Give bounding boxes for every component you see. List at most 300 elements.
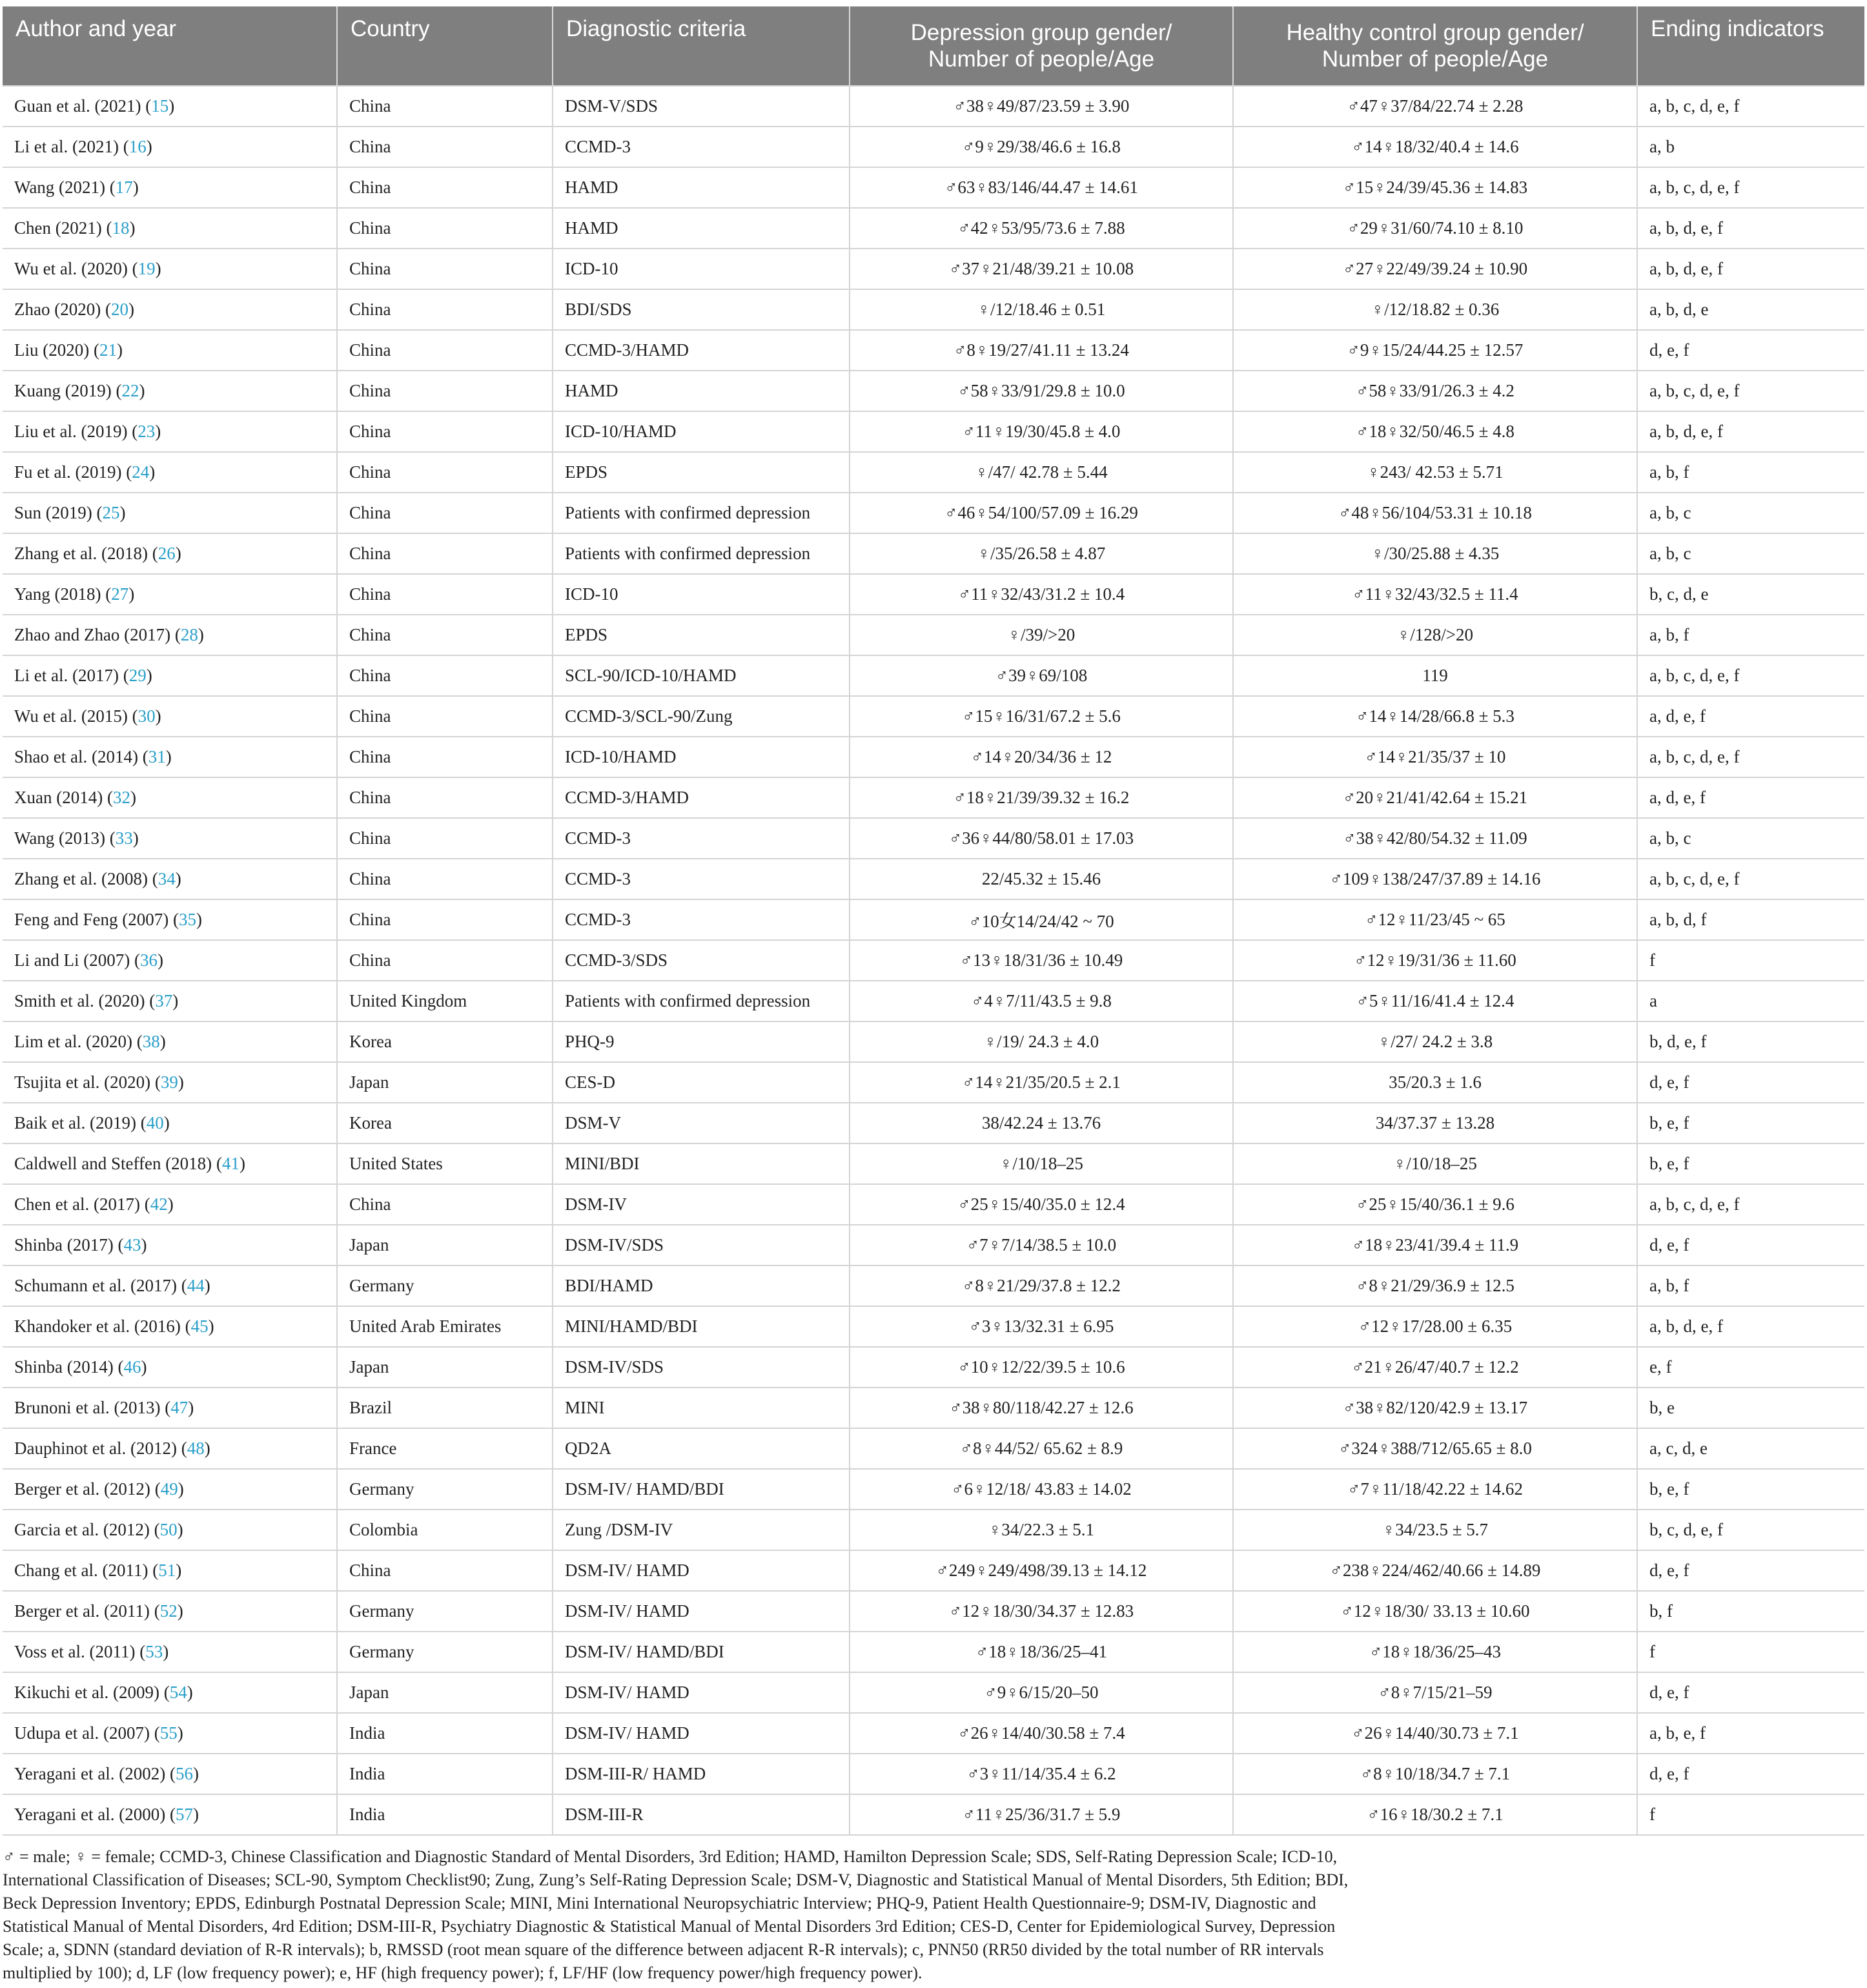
cell-control-group: ♂18♀32/50/46.5 ± 4.8 [1233, 411, 1637, 452]
cell-criteria: EPDS [553, 452, 850, 493]
reference-link[interactable]: 53 [145, 1642, 163, 1661]
cell-criteria: CCMD-3 [553, 859, 850, 899]
cell-depression-group: ♂58♀33/91/29.8 ± 10.0 [850, 371, 1233, 411]
table-row [3, 1062, 1864, 1103]
study-characteristics-table [3, 6, 1864, 1836]
reference-link[interactable]: 19 [138, 259, 156, 278]
reference-link[interactable]: 26 [158, 544, 176, 563]
cell-country: China [337, 696, 553, 737]
cell-country: Japan [337, 1225, 553, 1266]
cell-indicators: b, c, d, e [1637, 574, 1864, 615]
cell-control-group: ♀/27/ 24.2 ± 3.8 [1233, 1021, 1637, 1062]
reference-link[interactable]: 21 [99, 340, 117, 360]
cell-indicators: b, e, f [1637, 1103, 1864, 1143]
reference-link[interactable]: 31 [148, 747, 166, 766]
table-row [3, 493, 1864, 533]
cell-control-group: ♂58♀33/91/26.3 ± 4.2 [1233, 371, 1637, 411]
cell-depression-group: ♂7♀7/14/38.5 ± 10.0 [850, 1225, 1233, 1266]
reference-link[interactable]: 24 [132, 462, 150, 482]
cell-depression-group: ♀/47/ 42.78 ± 5.44 [850, 452, 1233, 493]
cell-country: China [337, 777, 553, 818]
cell-country: China [337, 208, 553, 249]
header-indicators: Ending indicators [1637, 6, 1864, 86]
cell-author: Yeragani et al. (2002) (56) [3, 1754, 337, 1794]
cell-country: Colombia [337, 1510, 553, 1550]
reference-link[interactable]: 32 [112, 788, 130, 807]
cell-criteria: HAMD [553, 167, 850, 208]
table-row [3, 86, 1864, 127]
table-row [3, 1021, 1864, 1062]
cell-author: Shinba (2014) (46) [3, 1347, 337, 1388]
cell-criteria: Patients with confirmed depression [553, 533, 850, 574]
cell-author: Chen (2021) (18) [3, 208, 337, 249]
cell-control-group: ♂12♀11/23/45 ~ 65 [1233, 899, 1637, 940]
table-row [3, 737, 1864, 777]
cell-control-group: 34/37.37 ± 13.28 [1233, 1103, 1637, 1143]
reference-link[interactable]: 36 [139, 950, 158, 970]
cell-country: China [337, 737, 553, 777]
table-row [3, 1591, 1864, 1632]
table-row [3, 615, 1864, 655]
table-row [3, 1794, 1864, 1835]
author-name: Zhang et al. (2008) [14, 869, 148, 888]
cell-country: China [337, 127, 553, 167]
cell-indicators: a, b, f [1637, 452, 1864, 493]
cell-criteria: SCL-90/ICD-10/HAMD [553, 655, 850, 696]
cell-criteria: DSM-IV/ HAMD/BDI [553, 1632, 850, 1672]
cell-indicators: a, b, c [1637, 533, 1864, 574]
cell-control-group: ♂18♀23/41/39.4 ± 11.9 [1233, 1225, 1637, 1266]
author-name: Caldwell and Steffen (2018) [14, 1154, 212, 1173]
cell-depression-group: ♂46♀54/100/57.09 ± 16.29 [850, 493, 1233, 533]
author-name: Tsujita et al. (2020) [14, 1072, 151, 1092]
cell-country: China [337, 249, 553, 289]
cell-indicators: b, e, f [1637, 1143, 1864, 1184]
cell-depression-group: ♂14♀21/35/20.5 ± 2.1 [850, 1062, 1233, 1103]
cell-country: Germany [337, 1266, 553, 1306]
cell-country: China [337, 493, 553, 533]
author-name: Wu et al. (2015) [14, 706, 128, 726]
table-row [3, 289, 1864, 330]
cell-indicators: a, b, e, f [1637, 1713, 1864, 1754]
cell-control-group: ♂16♀18/30.2 ± 7.1 [1233, 1794, 1637, 1835]
reference-link[interactable]: 38 [142, 1032, 160, 1051]
reference-link[interactable]: 27 [111, 584, 129, 604]
cell-indicators: a, b, c [1637, 493, 1864, 533]
cell-criteria: DSM-IV/SDS [553, 1347, 850, 1388]
header-depression-line1: Depression group gender/ [910, 20, 1172, 45]
cell-indicators: a, b, f [1637, 1266, 1864, 1306]
cell-control-group: ♂12♀18/30/ 33.13 ± 10.60 [1233, 1591, 1637, 1632]
author-name: Yeragani et al. (2000) [14, 1805, 166, 1824]
cell-depression-group: ♂13♀18/31/36 ± 10.49 [850, 940, 1233, 981]
reference-link[interactable]: 47 [170, 1398, 189, 1417]
reference-link[interactable]: 50 [159, 1520, 178, 1539]
cell-indicators: a, d, e, f [1637, 696, 1864, 737]
author-name: Xuan (2014) [14, 788, 103, 807]
cell-country: China [337, 533, 553, 574]
reference-link[interactable]: 15 [151, 96, 169, 116]
author-name: Guan et al. (2021) [14, 96, 141, 116]
author-name: Yeragani et al. (2002) [14, 1764, 166, 1783]
table-row [3, 940, 1864, 981]
author-name: Wang (2021) [14, 178, 106, 197]
author-name: Yang (2018) [14, 584, 101, 604]
reference-link[interactable]: 51 [158, 1561, 176, 1580]
cell-country: China [337, 167, 553, 208]
cell-country: Japan [337, 1347, 553, 1388]
cell-depression-group: ♂11♀25/36/31.7 ± 5.9 [850, 1794, 1233, 1835]
cell-country: China [337, 574, 553, 615]
reference-link[interactable]: 40 [146, 1113, 164, 1132]
cell-criteria: DSM-IV/ HAMD [553, 1550, 850, 1591]
author-name: Feng and Feng (2007) [14, 910, 169, 929]
table-row [3, 1184, 1864, 1225]
cell-indicators: a, b, f [1637, 615, 1864, 655]
cell-control-group: ♀/30/25.88 ± 4.35 [1233, 533, 1637, 574]
reference-link[interactable]: 57 [175, 1805, 193, 1824]
cell-indicators: a, b, d, e, f [1637, 208, 1864, 249]
cell-country: Germany [337, 1469, 553, 1510]
table-row [3, 1754, 1864, 1794]
table-header [3, 6, 1864, 86]
cell-country: China [337, 330, 553, 371]
cell-depression-group: ♀/12/18.46 ± 0.51 [850, 289, 1233, 330]
cell-country: China [337, 615, 553, 655]
table-row [3, 1632, 1864, 1672]
reference-link[interactable]: 42 [150, 1194, 168, 1214]
cell-author: Lim et al. (2020) (38) [3, 1021, 337, 1062]
cell-control-group: ♂26♀14/40/30.73 ± 7.1 [1233, 1713, 1637, 1754]
cell-control-group: ♂48♀56/104/53.31 ± 10.18 [1233, 493, 1637, 533]
cell-criteria: DSM-IV/ HAMD [553, 1713, 850, 1754]
reference-link[interactable]: 45 [190, 1317, 209, 1336]
table-row [3, 1428, 1864, 1469]
table-footnote: ♂ = male; ♀ = female; CCMD-3, Chinese Classification and Diagnostic Standard of Mental Disorders, 3rd Edition; HAMD, Hamilton Depression Scale; SDS, Self-Rating Depression Scale; ICD-10, International Classification of Diseases; SCL-90, Symptom Checklist90; Zung, Zung’s Self-Rating Depression Scale; DSM-V, Diagnostic and Statistical Manual of Mental Disorders, 5th Edition; BDI, Beck Depression Inventory; EPDS, Edinburgh Postnatal Depression Scale; MINI, Mini International Neuropsychiatric Interview; PHQ-9, Patient Health Questionnaire-9; DSM-IV, Diagnostic and Statistical Manual of Mental Disorders, 4rd Edition; DSM-III-R, Psychiatry Diagnostic & Statistical Manual of Mental Disorders 3rd Edition; CES-D, Center for Epidemiological Survey, Depression Scale; a, SDNN (standard deviation of R-R intervals); b, RMSSD (root mean square of the difference between adjacent R-R intervals); c, PNN50 (RR50 divided by the total number of RR intervals multiplied by 100); d, LF (low frequency power); e, HF (high frequency power); f, LF/HF (low frequency power/high frequency power). [3, 1847, 1349, 1982]
header-criteria: Diagnostic criteria [553, 6, 850, 86]
table-row [3, 981, 1864, 1021]
cell-author: Guan et al. (2021) (15) [3, 86, 337, 127]
table-row [3, 1266, 1864, 1306]
cell-control-group: ♂12♀17/28.00 ± 6.35 [1233, 1306, 1637, 1347]
reference-link[interactable]: 41 [221, 1154, 240, 1173]
table-row [3, 899, 1864, 940]
cell-criteria: HAMD [553, 371, 850, 411]
cell-indicators: a, b, d, e, f [1637, 411, 1864, 452]
cell-depression-group: ♂11♀32/43/31.2 ± 10.4 [850, 574, 1233, 615]
cell-control-group: ♂47♀37/84/22.74 ± 2.28 [1233, 86, 1637, 127]
cell-depression-group: ♂18♀18/36/25–41 [850, 1632, 1233, 1672]
cell-author: Yeragani et al. (2000) (57) [3, 1794, 337, 1835]
cell-depression-group: ♂10女14/24/42 ~ 70 [850, 899, 1233, 940]
cell-author: Khandoker et al. (2016) (45) [3, 1306, 337, 1347]
reference-link[interactable]: 18 [112, 218, 130, 238]
reference-link[interactable]: 46 [123, 1357, 141, 1377]
cell-criteria: MINI/BDI [553, 1143, 850, 1184]
cell-indicators: e, f [1637, 1347, 1864, 1388]
author-name: Liu (2020) [14, 340, 90, 360]
cell-control-group: ♂14♀21/35/37 ± 10 [1233, 737, 1637, 777]
cell-depression-group: ♂39♀69/108 [850, 655, 1233, 696]
author-name: Sun (2019) [14, 503, 92, 522]
cell-control-group: ♀34/23.5 ± 5.7 [1233, 1510, 1637, 1550]
cell-author: Chen et al. (2017) (42) [3, 1184, 337, 1225]
cell-depression-group: ♀34/22.3 ± 5.1 [850, 1510, 1233, 1550]
cell-country: China [337, 1550, 553, 1591]
cell-control-group: ♂14♀14/28/66.8 ± 5.3 [1233, 696, 1637, 737]
cell-indicators: b, e [1637, 1388, 1864, 1428]
reference-link[interactable]: 52 [159, 1601, 178, 1621]
cell-country: India [337, 1713, 553, 1754]
cell-country: China [337, 452, 553, 493]
cell-indicators: a, b, d, e, f [1637, 249, 1864, 289]
cell-indicators: a, d, e, f [1637, 777, 1864, 818]
author-name: Chen et al. (2017) [14, 1194, 140, 1214]
cell-depression-group: ♂4♀7/11/43.5 ± 9.8 [850, 981, 1233, 1021]
cell-criteria: CCMD-3 [553, 127, 850, 167]
cell-indicators: f [1637, 1632, 1864, 1672]
table-row [3, 1713, 1864, 1754]
reference-link[interactable]: 37 [155, 991, 173, 1010]
cell-indicators: a, b, d, f [1637, 899, 1864, 940]
reference-link[interactable]: 49 [160, 1479, 178, 1499]
cell-control-group: ♀243/ 42.53 ± 5.71 [1233, 452, 1637, 493]
cell-depression-group: ♂18♀21/39/39.32 ± 16.2 [850, 777, 1233, 818]
author-name: Shinba (2017) [14, 1235, 114, 1255]
cell-author: Brunoni et al. (2013) (47) [3, 1388, 337, 1428]
reference-link[interactable]: 22 [121, 381, 139, 400]
cell-control-group: ♂11♀32/43/32.5 ± 11.4 [1233, 574, 1637, 615]
cell-control-group: ♂12♀19/31/36 ± 11.60 [1233, 940, 1637, 981]
reference-link[interactable]: 44 [187, 1276, 205, 1295]
reference-link[interactable]: 34 [158, 869, 176, 888]
reference-link[interactable]: 23 [138, 422, 156, 441]
cell-criteria: MINI/HAMD/BDI [553, 1306, 850, 1347]
header-control-line1: Healthy control group gender/ [1286, 20, 1584, 45]
cell-depression-group: ♂6♀12/18/ 43.83 ± 14.02 [850, 1469, 1233, 1510]
table-row [3, 411, 1864, 452]
cell-author: Wu et al. (2020) (19) [3, 249, 337, 289]
cell-indicators: a, b, d, e [1637, 289, 1864, 330]
author-name: Zhao (2020) [14, 300, 101, 319]
cell-country: Brazil [337, 1388, 553, 1428]
reference-link[interactable]: 28 [180, 625, 198, 644]
cell-indicators: d, e, f [1637, 1754, 1864, 1794]
cell-author: Berger et al. (2012) (49) [3, 1469, 337, 1510]
cell-criteria: BDI/SDS [553, 289, 850, 330]
header-depression-group [850, 6, 1233, 86]
cell-indicators: a, b, c, d, e, f [1637, 859, 1864, 899]
cell-indicators: a, b, c, d, e, f [1637, 1184, 1864, 1225]
table-row [3, 574, 1864, 615]
cell-indicators: a, b, c [1637, 818, 1864, 859]
cell-indicators: d, e, f [1637, 330, 1864, 371]
author-name: Li et al. (2021) [14, 137, 119, 156]
author-name: Brunoni et al. (2013) [14, 1398, 161, 1417]
cell-criteria: MINI [553, 1388, 850, 1428]
cell-indicators: b, e, f [1637, 1469, 1864, 1510]
cell-author: Tsujita et al. (2020) (39) [3, 1062, 337, 1103]
author-name: Chen (2021) [14, 218, 102, 238]
cell-country: Germany [337, 1632, 553, 1672]
author-name: Garcia et al. (2012) [14, 1520, 150, 1539]
cell-author: Sun (2019) (25) [3, 493, 337, 533]
cell-depression-group: ♂8♀21/29/37.8 ± 12.2 [850, 1266, 1233, 1306]
table-row [3, 1347, 1864, 1388]
cell-depression-group: ♂8♀44/52/ 65.62 ± 8.9 [850, 1428, 1233, 1469]
cell-criteria: ICD-10/HAMD [553, 737, 850, 777]
table-row [3, 1550, 1864, 1591]
cell-author: Wang (2013) (33) [3, 818, 337, 859]
cell-control-group: ♂20♀21/41/42.64 ± 15.21 [1233, 777, 1637, 818]
author-name: Berger et al. (2012) [14, 1479, 150, 1499]
cell-control-group: ♂7♀11/18/42.22 ± 14.62 [1233, 1469, 1637, 1510]
cell-country: China [337, 818, 553, 859]
author-name: Zhao and Zhao (2017) [14, 625, 171, 644]
cell-criteria: DSM-V/SDS [553, 86, 850, 127]
cell-author: Zhang et al. (2018) (26) [3, 533, 337, 574]
cell-author: Berger et al. (2011) (52) [3, 1591, 337, 1632]
reference-link[interactable]: 30 [138, 706, 156, 726]
cell-author: Shao et al. (2014) (31) [3, 737, 337, 777]
cell-criteria: ICD-10 [553, 574, 850, 615]
cell-country: Japan [337, 1672, 553, 1713]
cell-depression-group: ♀/19/ 24.3 ± 4.0 [850, 1021, 1233, 1062]
reference-link[interactable]: 16 [128, 137, 147, 156]
table-row [3, 696, 1864, 737]
cell-criteria: CCMD-3/SCL-90/Zung [553, 696, 850, 737]
author-name: Kikuchi et al. (2009) [14, 1683, 159, 1702]
cell-indicators: d, e, f [1637, 1672, 1864, 1713]
cell-indicators: d, e, f [1637, 1062, 1864, 1103]
cell-criteria: DSM-IV [553, 1184, 850, 1225]
author-name: Shao et al. (2014) [14, 747, 138, 766]
cell-control-group: ♂5♀11/16/41.4 ± 12.4 [1233, 981, 1637, 1021]
cell-country: China [337, 899, 553, 940]
cell-depression-group: ♂9♀6/15/20–50 [850, 1672, 1233, 1713]
cell-country: China [337, 859, 553, 899]
author-name: Fu et al. (2019) [14, 462, 122, 482]
cell-author: Schumann et al. (2017) (44) [3, 1266, 337, 1306]
cell-criteria: CES-D [553, 1062, 850, 1103]
cell-country: China [337, 1184, 553, 1225]
cell-author: Feng and Feng (2007) (35) [3, 899, 337, 940]
reference-link[interactable]: 39 [160, 1072, 178, 1092]
header-depression-line2: Number of people/Age [928, 46, 1155, 72]
author-name: Chang et al. (2011) [14, 1561, 148, 1580]
header-control-group [1233, 6, 1637, 86]
cell-author: Liu (2020) (21) [3, 330, 337, 371]
cell-depression-group: ♂63♀83/146/44.47 ± 14.61 [850, 167, 1233, 208]
reference-link[interactable]: 20 [110, 300, 128, 319]
table-row [3, 533, 1864, 574]
cell-criteria: CCMD-3/HAMD [553, 330, 850, 371]
cell-control-group: ♂14♀18/32/40.4 ± 14.6 [1233, 127, 1637, 167]
cell-author: Shinba (2017) (43) [3, 1225, 337, 1266]
reference-link[interactable]: 35 [178, 910, 196, 929]
cell-author: Zhao and Zhao (2017) (28) [3, 615, 337, 655]
reference-link[interactable]: 56 [175, 1764, 193, 1783]
author-name: Voss et al. (2011) [14, 1642, 136, 1661]
reference-link[interactable]: 33 [115, 828, 133, 848]
author-name: Udupa et al. (2007) [14, 1723, 150, 1743]
cell-author: Baik et al. (2019) (40) [3, 1103, 337, 1143]
cell-author: Zhang et al. (2008) (34) [3, 859, 337, 899]
cell-criteria: Patients with confirmed depression [553, 493, 850, 533]
cell-country: United Kingdom [337, 981, 553, 1021]
cell-depression-group: ♂42♀53/95/73.6 ± 7.88 [850, 208, 1233, 249]
cell-country: China [337, 411, 553, 452]
cell-indicators: b, d, e, f [1637, 1021, 1864, 1062]
cell-author: Yang (2018) (27) [3, 574, 337, 615]
cell-depression-group: ♂10♀12/22/39.5 ± 10.6 [850, 1347, 1233, 1388]
cell-control-group: 35/20.3 ± 1.6 [1233, 1062, 1637, 1103]
author-name: Liu et al. (2019) [14, 422, 128, 441]
cell-control-group: ♂18♀18/36/25–43 [1233, 1632, 1637, 1672]
cell-control-group: ♂21♀26/47/40.7 ± 12.2 [1233, 1347, 1637, 1388]
author-name: Li and Li (2007) [14, 950, 130, 970]
cell-control-group: ♀/12/18.82 ± 0.36 [1233, 289, 1637, 330]
reference-link[interactable]: 25 [102, 503, 120, 522]
reference-link[interactable]: 54 [169, 1683, 187, 1702]
cell-country: Korea [337, 1021, 553, 1062]
cell-criteria: ICD-10/HAMD [553, 411, 850, 452]
table-row [3, 1103, 1864, 1143]
cell-author: Smith et al. (2020) (37) [3, 981, 337, 1021]
cell-control-group: ♂15♀24/39/45.36 ± 14.83 [1233, 167, 1637, 208]
author-name: Shinba (2014) [14, 1357, 114, 1377]
cell-control-group: ♂25♀15/40/36.1 ± 9.6 [1233, 1184, 1637, 1225]
table-row [3, 859, 1864, 899]
cell-criteria: HAMD [553, 208, 850, 249]
cell-country: China [337, 655, 553, 696]
reference-link[interactable]: 17 [115, 178, 133, 197]
cell-author: Zhao (2020) (20) [3, 289, 337, 330]
reference-link[interactable]: 29 [128, 666, 147, 685]
cell-criteria: Zung /DSM-IV [553, 1510, 850, 1550]
cell-author: Caldwell and Steffen (2018) (41) [3, 1143, 337, 1184]
cell-depression-group: ♂249♀249/498/39.13 ± 14.12 [850, 1550, 1233, 1591]
author-name: Smith et al. (2020) [14, 991, 145, 1010]
cell-indicators: a, b, c, d, e, f [1637, 86, 1864, 127]
author-name: Berger et al. (2011) [14, 1601, 150, 1621]
cell-depression-group: ♂38♀49/87/23.59 ± 3.90 [850, 86, 1233, 127]
author-name: Khandoker et al. (2016) [14, 1317, 181, 1336]
cell-depression-group: ♂14♀20/34/36 ± 12 [850, 737, 1233, 777]
table-row [3, 777, 1864, 818]
cell-criteria: DSM-IV/SDS [553, 1225, 850, 1266]
cell-author: Voss et al. (2011) (53) [3, 1632, 337, 1672]
reference-link[interactable]: 55 [159, 1723, 178, 1743]
cell-criteria: DSM-III-R/ HAMD [553, 1754, 850, 1794]
table-row [3, 452, 1864, 493]
cell-control-group: ♂29♀31/60/74.10 ± 8.10 [1233, 208, 1637, 249]
cell-country: China [337, 371, 553, 411]
reference-link[interactable]: 43 [123, 1235, 141, 1255]
reference-link[interactable]: 48 [187, 1439, 205, 1458]
cell-criteria: DSM-IV/ HAMD [553, 1672, 850, 1713]
cell-criteria: CCMD-3 [553, 818, 850, 859]
header-control-line2: Number of people/Age [1321, 46, 1549, 72]
author-name: Lim et al. (2020) [14, 1032, 132, 1051]
cell-country: France [337, 1428, 553, 1469]
cell-indicators: a, b, c, d, e, f [1637, 655, 1864, 696]
table-row [3, 208, 1864, 249]
author-name: Wu et al. (2020) [14, 259, 128, 278]
cell-author: Liu et al. (2019) (23) [3, 411, 337, 452]
table-row [3, 167, 1864, 208]
cell-criteria: DSM-III-R [553, 1794, 850, 1835]
